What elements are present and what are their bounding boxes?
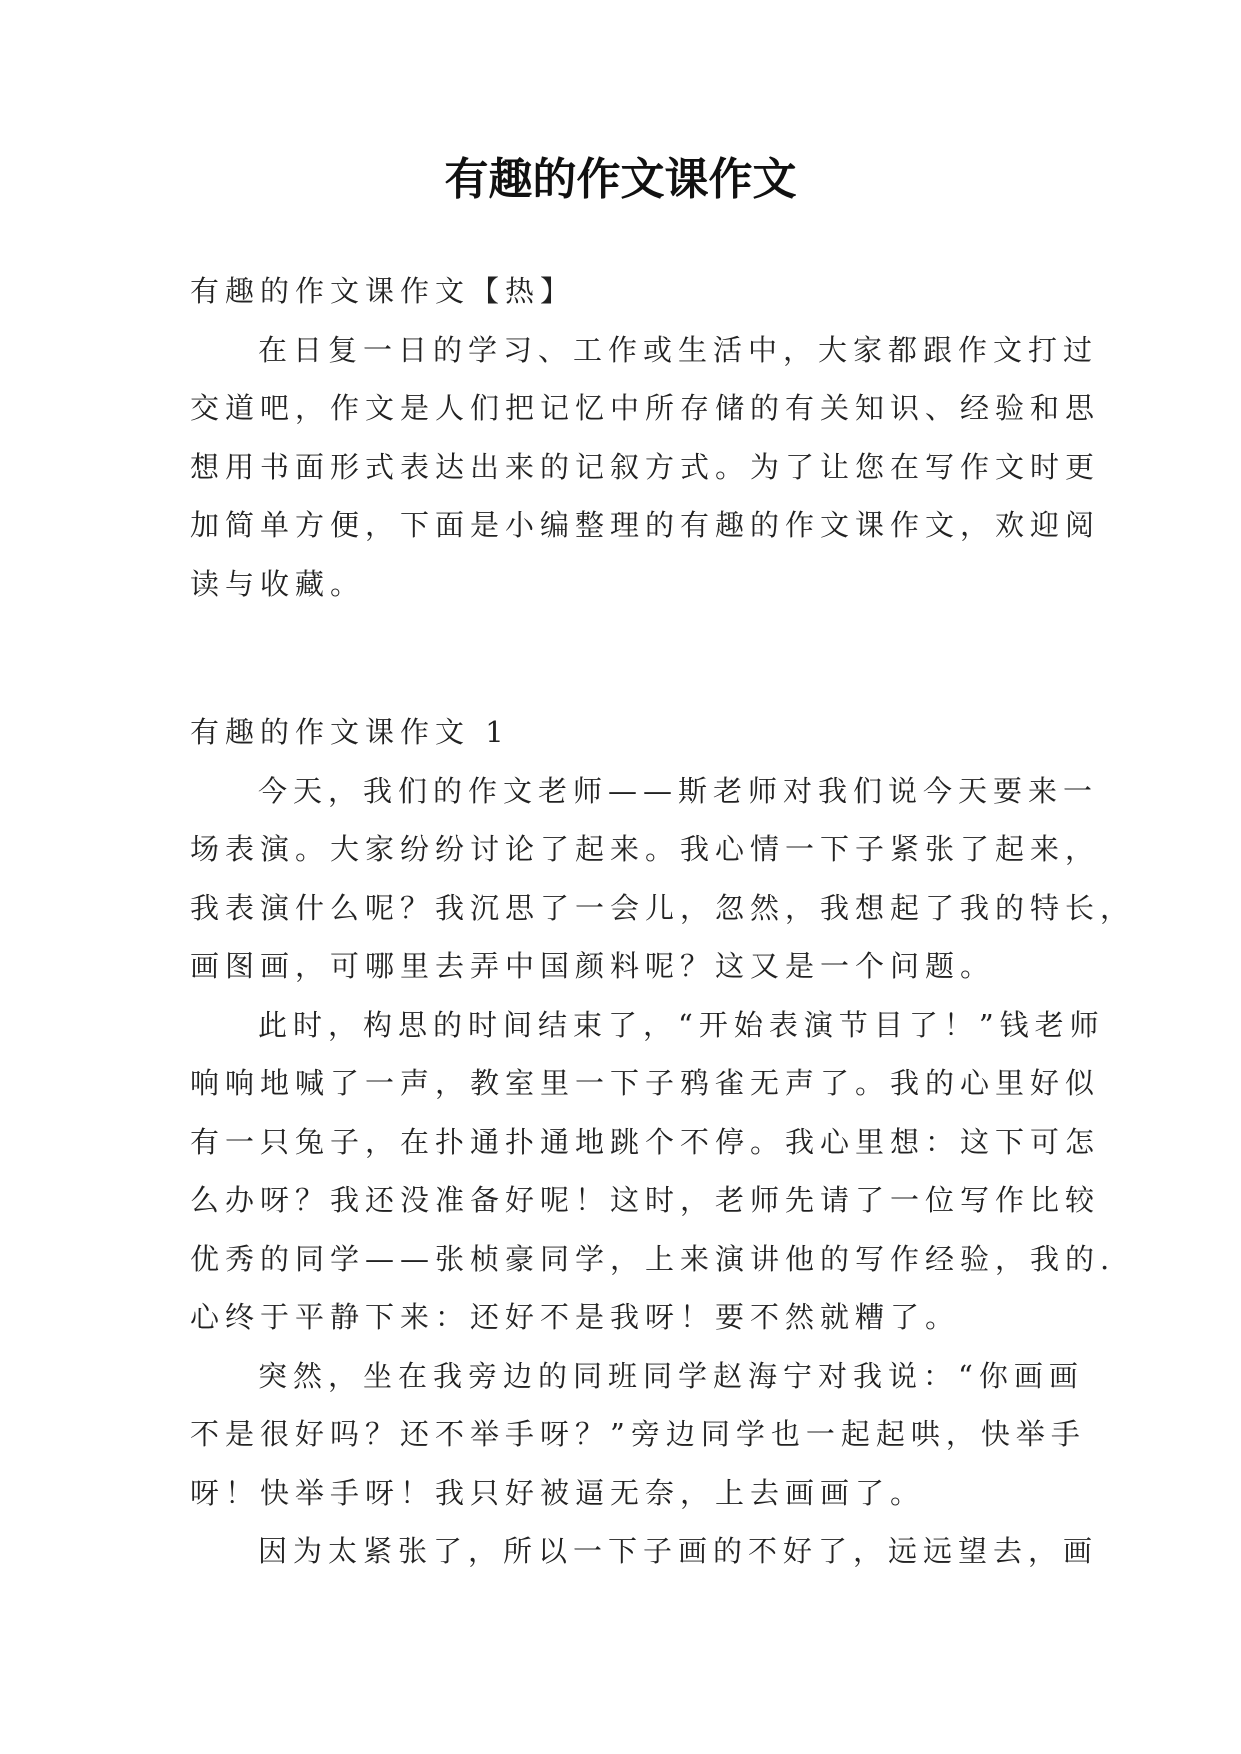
paragraph-line: 今天，我们的作文老师——斯老师对我们说今天要来一 [258,773,1099,808]
intro-paragraph [190,321,1101,614]
section-heading-intro: 有趣的作文课作文【热】 [190,274,576,308]
paragraph-line: 响响地喊了一声，教室里一下子鸦雀无声了。我的心里好似 [190,1066,1101,1100]
paragraph-line: 突然，坐在我旁边的同班同学赵海宁对我说：“你画画 [258,1358,1084,1393]
paragraph-line: 有一只兔子，在扑通扑通地跳个不停。我心里想：这下可怎 [190,1124,1101,1159]
paragraph-line: 画图画，可哪里去弄中国颜料呢？这又是一个问题。 [190,949,996,983]
paragraph-line: 想用书面形式表达出来的记叙方式。为了让您在写作文时更 [190,449,1101,484]
essay-paragraph-4 [190,1522,1099,1581]
paragraph-line: 优秀的同学——张桢豪同学，上来演讲他的写作经验，我的. [190,1241,1116,1276]
essay-paragraph-1 [190,762,1136,996]
paragraph-line: 加简单方便，下面是小编整理的有趣的作文课作文，欢迎阅 [190,508,1101,542]
paragraph-line: 么办呀？我还没准备好呢！这时，老师先请了一位写作比较 [190,1183,1101,1217]
paragraph-line: 不是很好吗？还不举手呀？”旁边同学也一起起哄，快举手 [190,1417,1086,1451]
paragraph-line: 场表演。大家纷纷讨论了起来。我心情一下子紧张了起来， [190,832,1101,866]
document-body [190,262,1136,1581]
paragraph-line: 交道吧，作文是人们把记忆中所存储的有关知识、经验和思 [190,391,1101,425]
paragraph-line: 心终于平静下来：还好不是我呀！要不然就糟了。 [190,1300,961,1334]
paragraph-line: 因为太紧张了，所以一下子画的不好了，远远望去，画 [258,1534,1099,1568]
page-title: 有趣的作文课作文 [444,154,797,205]
essay-paragraph-2 [190,996,1116,1347]
paragraph-line: 我表演什么呢？我沉思了一会儿，忽然，我想起了我的特长， [190,890,1136,925]
paragraph-line: 在日复一日的学习、工作或生活中，大家都跟作文打过 [258,332,1099,367]
section-heading-essay-1: 有趣的作文课作文 1 [190,715,510,749]
essay-paragraph-3 [190,1347,1086,1523]
paragraph-line: 此时，构思的时间结束了，“开始表演节目了！”钱老师 [258,1007,1105,1042]
section-spacer [190,613,1060,703]
paragraph-line: 读与收藏。 [190,566,366,601]
paragraph-line: 呀！快举手呀！我只好被逼无奈，上去画画了。 [190,1475,926,1510]
